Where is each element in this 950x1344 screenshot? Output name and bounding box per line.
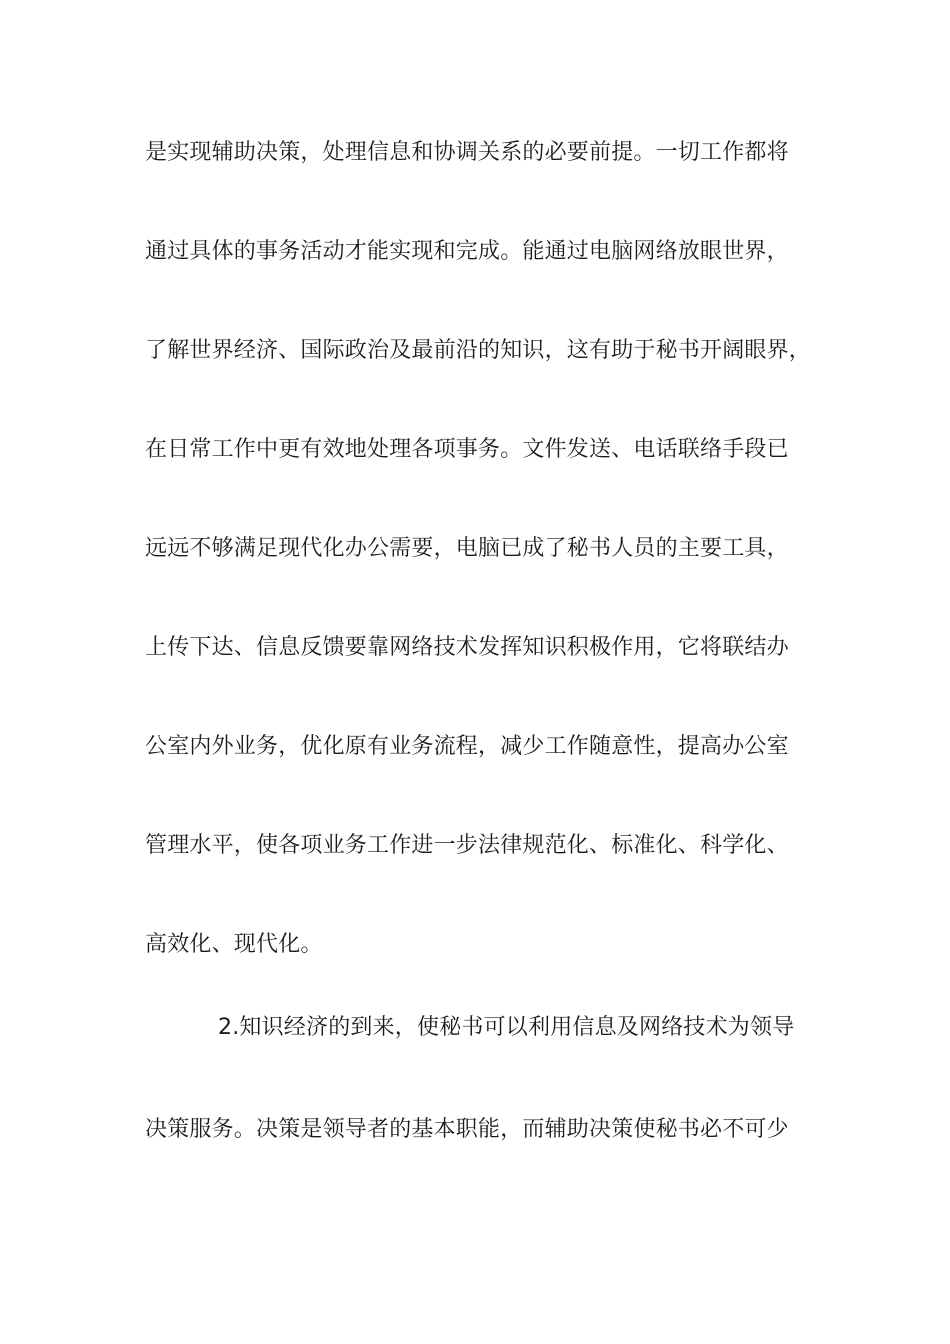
text-line: 管理水平，使各项业务工作进一步法律规范化、标准化、科学化、 bbox=[145, 833, 789, 858]
paragraph-start-line: 2.知识经济的到来，使秘书可以利用信息及网络技术为领导 bbox=[218, 1015, 795, 1040]
text-line: 远远不够满足现代化办公需要，电脑已成了秘书人员的主要工具， bbox=[145, 536, 789, 561]
text-line: 了解世界经济、国际政治及最前沿的知识，这有助于秘书开阔眼界， bbox=[145, 338, 812, 363]
text-line: 上传下达、信息反馈要靠网络技术发挥知识积极作用，它将联结办 bbox=[145, 635, 789, 660]
text-line: 决策服务。决策是领导者的基本职能，而辅助决策使秘书必不可少 bbox=[145, 1117, 789, 1142]
text-line: 是实现辅助决策，处理信息和协调关系的必要前提。一切工作都将 bbox=[145, 140, 789, 165]
text-line: 通过具体的事务活动才能实现和完成。能通过电脑网络放眼世界， bbox=[145, 239, 789, 264]
text-line: 高效化、现代化。 bbox=[145, 932, 323, 957]
text-line: 公室内外业务，优化原有业务流程，减少工作随意性，提高办公室 bbox=[145, 734, 789, 759]
text-line: 在日常工作中更有效地处理各项事务。文件发送、电话联络手段已 bbox=[145, 437, 789, 462]
